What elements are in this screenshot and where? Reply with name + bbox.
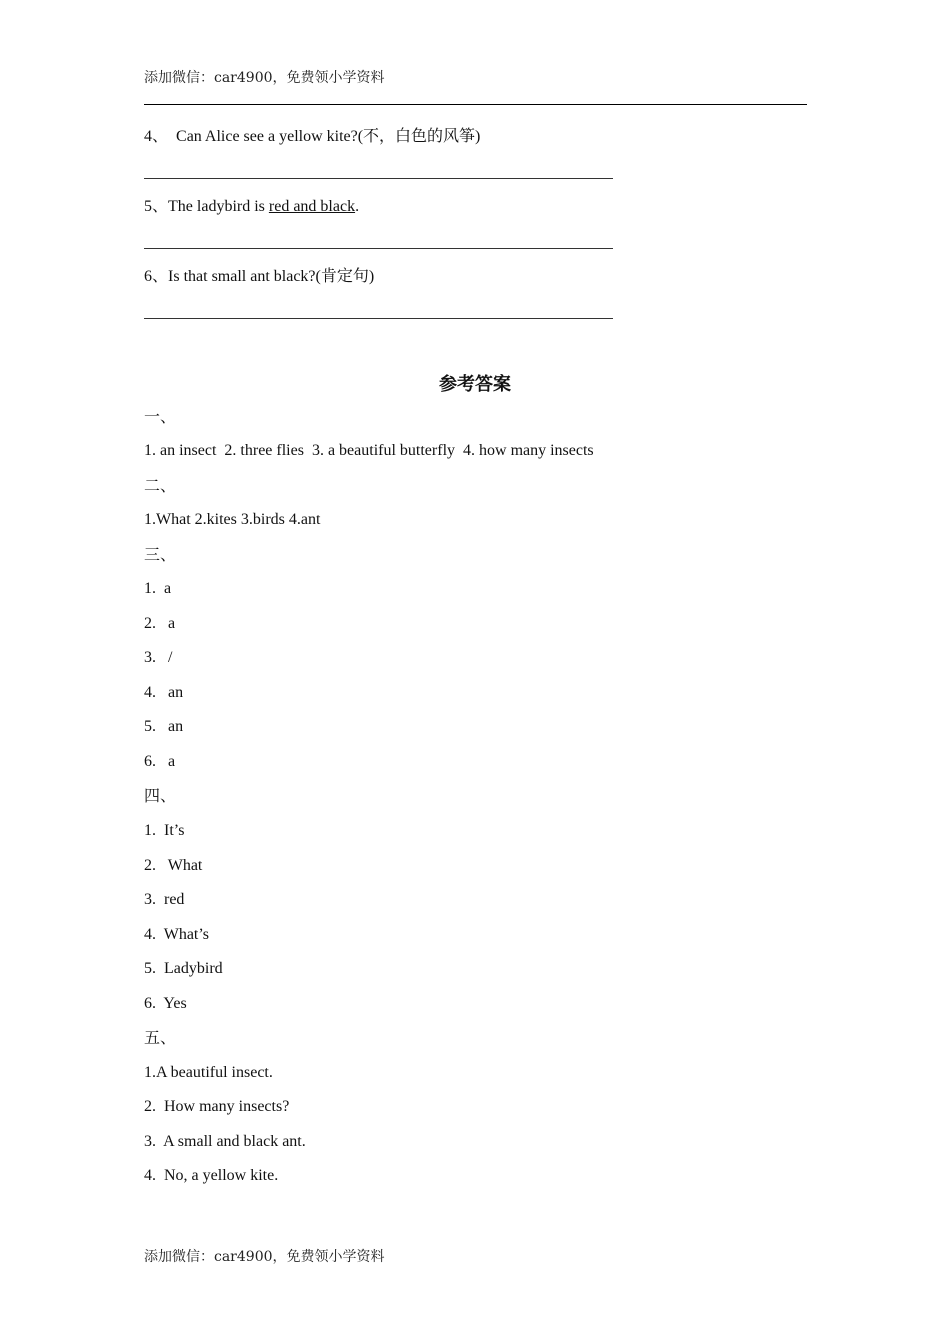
question-number: 4、 [144,128,169,145]
page-footer: 添加微信：car4900，免费领小学资料 [144,1249,385,1265]
answer-line: 5. an [144,718,184,735]
answer-line: 1. It’s [144,822,185,839]
answer-line: 6. Yes [144,995,187,1012]
answer-line: 3. / [144,649,173,666]
section-heading-3: 三、 [144,547,177,564]
answer-line-5 [144,248,613,249]
answer-line: 1.A beautiful insect. [144,1064,273,1081]
answer-line: 3. red [144,891,185,908]
answer-line: 1. a [144,580,172,597]
answer-line: 2. a [144,615,176,632]
question-number: 6、 [144,268,169,285]
question-number: 5、 [144,198,169,215]
section-heading-1: 一、 [144,409,177,426]
answer-line-6 [144,318,613,319]
question-4 [144,127,480,147]
page-header: 添加微信：car4900，免费领小学资料 [144,70,385,86]
question-text-post: . [355,198,360,215]
answer-line: 4. an [144,684,184,701]
answer-line: 1. an insect 2. three flies 3. a beautiful butterfly 4. how many insects [144,442,594,459]
answer-line: 2. What [144,857,203,874]
answers-title: 参考答案 [439,374,511,395]
question-6 [144,267,374,287]
question-text-pre: The ladybird is [168,198,269,215]
answer-line: 2. How many insects? [144,1098,290,1115]
header-divider [144,104,807,105]
section-heading-2: 二、 [144,478,177,495]
answer-line: 3. A small and black ant. [144,1133,306,1150]
answer-line: 5. Ladybird [144,960,223,977]
answer-line: 4. What’s [144,926,210,943]
question-text: Is that small ant black?(肯定句) [168,268,375,285]
question-text: Can Alice see a yellow kite?(不，白色的风筝) [176,128,481,145]
section-heading-5: 五、 [144,1030,177,1047]
answer-line-4 [144,178,613,179]
answer-line: 6. a [144,753,176,770]
section-heading-4: 四、 [144,788,177,805]
question-5 [144,197,359,217]
answer-line: 4. No, a yellow kite. [144,1167,279,1184]
question-underlined-text: red and black [268,198,356,215]
answer-line: 1.What 2.kites 3.birds 4.ant [144,511,321,528]
